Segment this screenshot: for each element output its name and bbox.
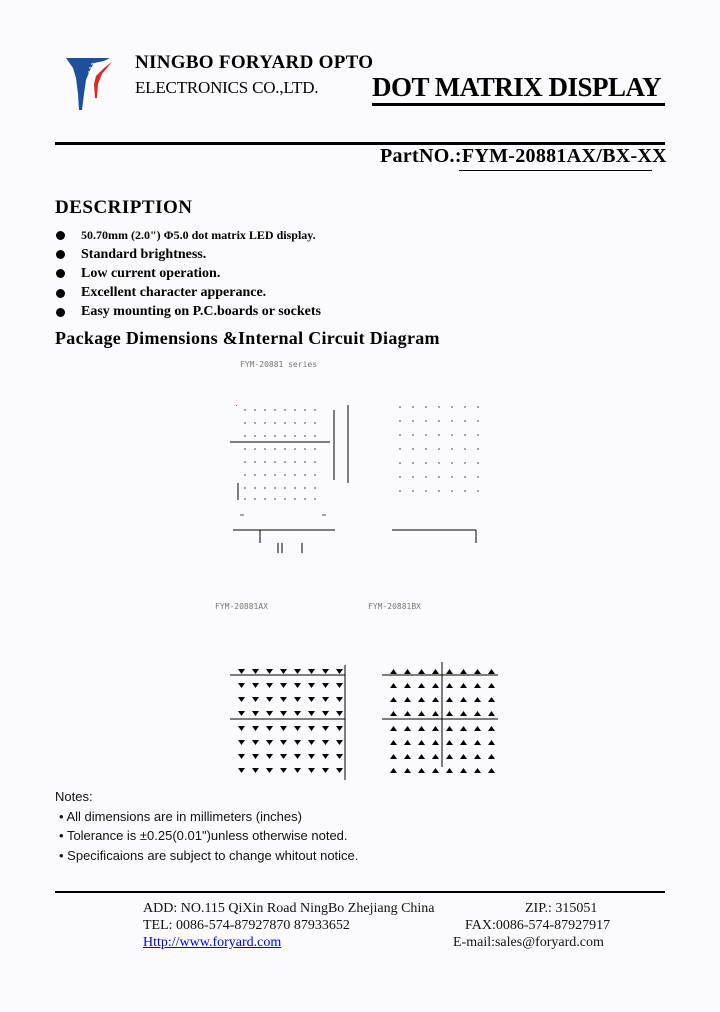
footer-email: E-mail:sales@foryard.com bbox=[453, 935, 604, 950]
footer-zip: ZIP.: 315051 bbox=[525, 901, 598, 916]
note-item: • Tolerance is ±0.25(0.01")unless otherwise noted. bbox=[59, 828, 348, 843]
package-heading: Package Dimensions &Internal Circuit Diagram bbox=[55, 328, 440, 348]
footer-fax: FAX:0086-574-87927917 bbox=[465, 918, 611, 933]
notes-section bbox=[55, 789, 358, 867]
footer-telephone: TEL: 0086-574-87927870 87933652 bbox=[143, 918, 350, 933]
company-name-line2: ELECTRONICS CO.,LTD. bbox=[135, 78, 319, 97]
side-view-drawing bbox=[378, 395, 498, 570]
bullet-icon bbox=[56, 289, 65, 298]
drawing-caption: FYM-20881 series bbox=[240, 360, 318, 369]
bullet-icon bbox=[56, 269, 65, 278]
foryard-logo-icon bbox=[66, 54, 128, 110]
circuit-diagram-ax bbox=[205, 640, 360, 790]
note-item: • Specificaions are subject to change whitout notice. bbox=[59, 847, 359, 863]
website-link[interactable]: Http://www.foryard.com bbox=[143, 935, 282, 950]
note-item: • All dimensions are in millimeters (inches) bbox=[59, 808, 302, 824]
company-name-line1: NINGBO FORYARD OPTO bbox=[135, 52, 374, 73]
title-underline bbox=[372, 103, 665, 106]
document-title: DOT MATRIX DISPLAY bbox=[372, 72, 662, 102]
circuit-diagram-bx bbox=[360, 640, 510, 790]
part-number bbox=[380, 145, 667, 168]
footer-divider bbox=[55, 891, 665, 893]
description-heading: DESCRIPTION bbox=[55, 197, 193, 218]
front-view-drawing bbox=[230, 395, 360, 580]
circuit-a-caption: FYM-20881AX bbox=[215, 602, 268, 611]
description-item: Easy mounting on P.C.boards or sockets bbox=[55, 303, 321, 322]
part-number-underline bbox=[459, 170, 652, 171]
description-list bbox=[55, 226, 321, 322]
footer-address: ADD: NO.115 QiXin Road NingBo Zhejiang China bbox=[143, 901, 435, 916]
part-number-label: PartNO.: bbox=[380, 145, 462, 167]
bullet-icon bbox=[56, 308, 65, 317]
bullet-icon bbox=[56, 231, 65, 240]
description-item: Excellent character apperance. bbox=[55, 284, 321, 303]
bullet-icon bbox=[56, 250, 65, 259]
description-item: Low current operation. bbox=[55, 264, 321, 283]
description-item: Standard brightness. bbox=[55, 245, 321, 264]
company-logo bbox=[66, 54, 128, 110]
circuit-b-caption: FYM-20881BX bbox=[368, 602, 421, 611]
part-number-value: FYM-20881AX/BX-XX bbox=[461, 145, 667, 167]
description-item: 50.70mm (2.0") Φ5.0 dot matrix LED display. bbox=[55, 226, 321, 245]
notes-heading: Notes: bbox=[55, 789, 93, 804]
